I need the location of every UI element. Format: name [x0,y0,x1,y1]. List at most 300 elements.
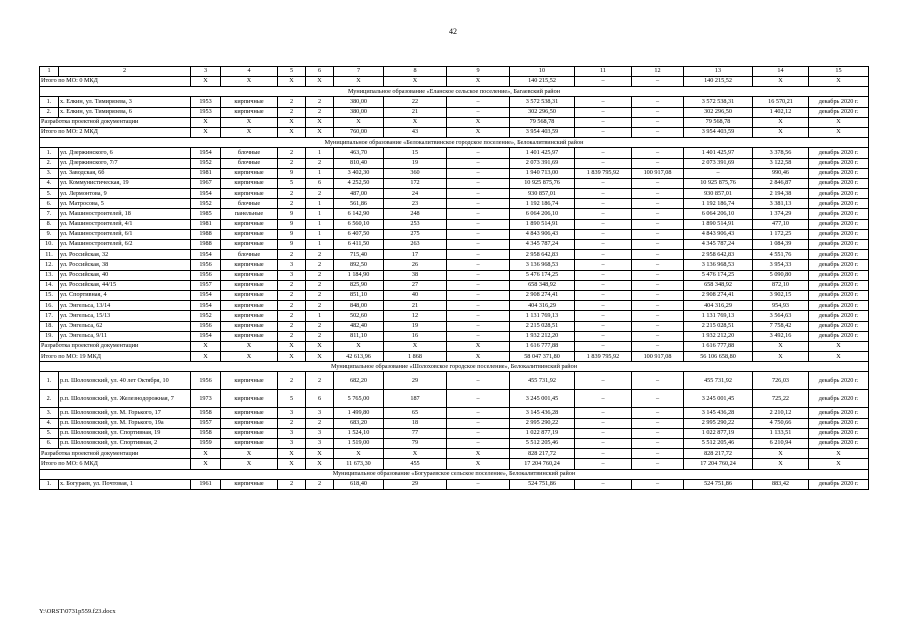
table-cell: ул. Лермонтова, 9 [59,189,191,199]
table-cell: 1 839 795,92 [575,168,632,178]
total-row [40,459,869,469]
table-cell: – [632,229,684,239]
table-cell: 3. [40,168,59,178]
table-cell: ул. Машиностроителей, 18 [59,209,191,219]
table-cell: х. Богураев, ул. Почтовая, 1 [59,479,191,489]
table-cell: 56 106 658,80 [684,352,753,362]
table-cell: блочные [221,250,278,260]
table-cell: 930 857,01 [510,189,575,199]
table-cell: кирпичные [221,189,278,199]
table-cell: 715,40 [334,250,384,260]
table-cell: 24 [384,189,447,199]
table-cell: – [632,178,684,188]
table-cell: 561,86 [334,199,384,209]
table-cell: кирпичные [221,408,278,418]
table-row [40,229,869,239]
table-cell: 2 [306,331,334,341]
table-cell: 1 890 514,91 [510,219,575,229]
table-cell: ул. Машиностроителей, 4/1 [59,219,191,229]
table-row [40,301,869,311]
table-cell: – [575,390,632,408]
table-cell: X [334,449,384,459]
column-number-cell: 10 [510,67,575,77]
table-cell: кирпичные [221,290,278,300]
table-cell: 1 868 [384,352,447,362]
table-row [40,219,869,229]
buildings-table [39,66,869,490]
table-cell: 4. [40,418,59,428]
table-cell: 140 215,52 [684,77,753,87]
table-cell: – [447,168,510,178]
table-cell: X [191,449,221,459]
table-cell: 275 [384,229,447,239]
table-cell: – [575,199,632,209]
table-cell: декабрь 2020 г. [809,209,869,219]
table-cell: 3 [278,439,306,449]
table-cell: 1 184,90 [334,270,384,280]
table-cell: – [447,158,510,168]
table-cell: блочные [221,148,278,158]
table-cell: 2 [278,290,306,300]
table-cell: 380,00 [334,107,384,117]
table-cell: кирпичные [221,260,278,270]
table-cell: X [221,341,278,351]
table-cell: 2 [278,107,306,117]
column-number-cell: 2 [59,67,191,77]
table-cell: 17 204 760,24 [684,459,753,469]
table-cell: 1 [306,209,334,219]
table-cell: ул. Спортивная, 4 [59,290,191,300]
table-cell: 1 890 514,91 [684,219,753,229]
table-cell: 187 [384,390,447,408]
table-cell: декабрь 2020 г. [809,260,869,270]
table-cell: 6 [306,178,334,188]
table-cell: 810,40 [334,158,384,168]
table-row [40,107,869,117]
table-cell: 42 613,96 [334,352,384,362]
table-cell: – [575,408,632,418]
table-cell: 11 673,30 [334,459,384,469]
table-cell: – [447,390,510,408]
table-cell: 2 [278,250,306,260]
table-cell: X [306,449,334,459]
table-cell: 1 932 212,20 [510,331,575,341]
table-cell: 1954 [191,290,221,300]
table-cell: – [575,449,632,459]
table-cell: 1 616 777,88 [510,341,575,351]
table-cell: р.п. Шолоховский, ул. Спортивная, 2 [59,439,191,449]
column-number-cell: 15 [809,67,869,77]
table-cell: X [221,459,278,469]
table-cell: X [306,117,334,127]
table-cell: 7. [40,209,59,219]
table-cell: ул. Машиностроителей, 6/1 [59,229,191,239]
table-cell: 1953 [191,97,221,107]
table-cell: – [447,372,510,390]
table-cell: 1 499,80 [334,408,384,418]
table-cell: кирпичные [221,178,278,188]
table-cell: – [447,250,510,260]
table-cell: кирпичные [221,229,278,239]
table-cell: 2 [306,270,334,280]
table-cell: – [684,168,753,178]
table-cell: X [753,449,809,459]
table-cell: X [384,77,447,87]
table-cell: – [447,178,510,188]
table-cell: – [447,229,510,239]
table-cell: кирпичные [221,372,278,390]
table-cell: 1 [306,219,334,229]
table-cell: – [632,311,684,321]
table-cell: X [191,77,221,87]
table-cell: – [447,209,510,219]
table-cell: – [575,290,632,300]
table-cell: – [632,459,684,469]
table-row [40,280,869,290]
table-cell: декабрь 2020 г. [809,418,869,428]
table-cell: 4 345 787,24 [684,240,753,250]
table-cell: 1 [306,148,334,158]
table-cell: 2 995 290,22 [684,418,753,428]
table-cell: 2 995 290,22 [510,418,575,428]
table-cell: 502,60 [334,311,384,321]
table-cell: 43 [384,127,447,137]
table-cell: 1. [40,97,59,107]
total-row [40,341,869,351]
table-cell: – [632,148,684,158]
table-cell: – [575,418,632,428]
table-cell: – [575,459,632,469]
table-cell: 18 [384,418,447,428]
table-cell: 1953 [191,107,221,117]
table-cell: ул. Дзержинского, 6 [59,148,191,158]
table-row [40,372,869,390]
table-cell: 1. [40,479,59,489]
table-cell: 404 316,29 [510,301,575,311]
table-cell: 2 [306,372,334,390]
table-cell: X [384,449,447,459]
table-cell: – [632,209,684,219]
table-cell: 2 194,38 [753,189,809,199]
table-cell: 2 [306,158,334,168]
table-cell: Итого по МО: 2 МКД [40,127,191,137]
table-row [40,148,869,158]
table-cell: 1 839 795,92 [575,352,632,362]
table-cell: 248 [384,209,447,219]
table-cell: декабрь 2020 г. [809,321,869,331]
table-cell: 6 142,90 [334,209,384,219]
table-cell: кирпичные [221,428,278,438]
table-cell: 1. [40,372,59,390]
table-cell: X [809,77,869,87]
table-cell: декабрь 2020 г. [809,428,869,438]
table-cell: 3 [306,439,334,449]
table-cell: – [575,260,632,270]
table-cell: ул. Энгельса, 15/13 [59,311,191,321]
table-cell: X [306,77,334,87]
table-cell: 825,90 [334,280,384,290]
table-cell: 58 047 371,80 [510,352,575,362]
table-cell: X [447,341,510,351]
table-cell: 618,40 [334,479,384,489]
table-row [40,158,869,168]
table-cell: кирпичные [221,479,278,489]
table-cell: 29 [384,372,447,390]
column-number-cell: 11 [575,67,632,77]
table-cell: – [575,77,632,87]
table-cell: 2 908 274,41 [510,290,575,300]
table-cell: 16 570,21 [753,97,809,107]
table-cell: 10 925 875,76 [684,178,753,188]
column-number-row [40,67,869,77]
table-cell: 1988 [191,240,221,250]
table-cell: – [447,107,510,117]
table-cell: – [575,117,632,127]
table-cell: декабрь 2020 г. [809,390,869,408]
table-cell: 29 [384,479,447,489]
table-cell: 1 519,00 [334,439,384,449]
table-row [40,321,869,331]
table-cell: 3 402,30 [334,168,384,178]
table-cell: 5 512 205,46 [510,439,575,449]
table-cell: 5 476 174,25 [684,270,753,280]
table-cell: X [447,459,510,469]
municipality-section-row [40,138,869,148]
table-row [40,479,869,489]
table-cell: 15 [384,148,447,158]
table-cell: декабрь 2020 г. [809,280,869,290]
table-cell: – [632,390,684,408]
column-number-cell: 5 [278,67,306,77]
table-cell: – [447,408,510,418]
municipality-section-row [40,362,869,372]
table-cell: 1954 [191,301,221,311]
table-row [40,189,869,199]
table-cell: 2. [40,158,59,168]
table-cell: X [447,117,510,127]
table-row [40,331,869,341]
table-cell: 19 [384,321,447,331]
table-cell: 16. [40,301,59,311]
table-cell: – [447,219,510,229]
table-cell: кирпичные [221,331,278,341]
table-cell: 1981 [191,168,221,178]
table-cell: – [632,341,684,351]
table-cell: 1954 [191,331,221,341]
table-cell: – [575,321,632,331]
table-cell: X [306,127,334,137]
table-cell: 1954 [191,189,221,199]
table-cell: 682,20 [334,372,384,390]
table-cell: X [753,127,809,137]
table-cell: 253 [384,219,447,229]
table-cell: панельные [221,209,278,219]
table-cell: декабрь 2020 г. [809,199,869,209]
table-cell: – [632,439,684,449]
table-cell: 21 [384,301,447,311]
table-cell: ул. Коммунистическая, 19 [59,178,191,188]
table-cell: 892,50 [334,260,384,270]
table-cell: X [447,449,510,459]
table-cell: 811,10 [334,331,384,341]
municipality-section-row [40,87,869,97]
total-row [40,352,869,362]
table-cell: 4 843 906,43 [510,229,575,239]
table-cell: – [632,219,684,229]
table-cell: р.п. Шолоховский, ул. 40 лет Октября, 10 [59,372,191,390]
table-cell: 302 296,50 [684,107,753,117]
table-cell: – [447,260,510,270]
table-cell: 1 616 777,88 [684,341,753,351]
table-cell: 1959 [191,439,221,449]
table-cell: 3 145 436,28 [510,408,575,418]
table-cell: – [575,127,632,137]
table-cell: – [575,311,632,321]
table-cell: 2 [278,189,306,199]
table-cell: 3 492,16 [753,331,809,341]
table-cell: х. Елкин, ул. Тимирязева, 6 [59,107,191,117]
table-cell: 1952 [191,199,221,209]
table-cell: – [575,250,632,260]
table-cell: X [306,459,334,469]
table-cell: кирпичные [221,418,278,428]
table-cell: ул. Российская, 38 [59,260,191,270]
table-cell: декабрь 2020 г. [809,189,869,199]
column-number-cell: 6 [306,67,334,77]
table-cell: 5 512 205,46 [684,439,753,449]
table-cell: 2 [278,148,306,158]
table-cell: 302 296,50 [510,107,575,117]
table-cell: 3 954 403,59 [684,127,753,137]
table-cell: 482,40 [334,321,384,331]
table-cell: 6 407,50 [334,229,384,239]
table-cell: X [221,352,278,362]
table-cell: 851,10 [334,290,384,300]
table-cell: ул. Российская, 40 [59,270,191,280]
table-cell: ул. Матросова, 5 [59,199,191,209]
table-cell: 1 084,39 [753,240,809,250]
total-row [40,117,869,127]
table-cell: 100 917,08 [632,168,684,178]
table-cell: 6 064 206,10 [510,209,575,219]
table-cell: 1981 [191,219,221,229]
table-cell: – [447,479,510,489]
table-cell: – [632,290,684,300]
table-cell: 5 476 174,25 [510,270,575,280]
table-cell: 8. [40,219,59,229]
table-cell: 2 846,87 [753,178,809,188]
table-cell: – [575,209,632,219]
table-cell: кирпичные [221,280,278,290]
table-cell: 2 [306,250,334,260]
table-cell: Муниципальное образование «Шолоховское городское поселение», Белокалитвинский район [40,362,869,372]
table-cell: X [447,77,510,87]
total-row [40,77,869,87]
table-cell: – [632,428,684,438]
table-cell: декабрь 2020 г. [809,158,869,168]
table-cell: X [221,127,278,137]
table-cell: 79 [384,439,447,449]
table-cell: 6 560,10 [334,219,384,229]
table-cell: 13. [40,270,59,280]
table-cell: X [191,127,221,137]
table-cell: 2 [306,418,334,428]
table-cell: 12 [384,311,447,321]
table-cell: 2 [278,158,306,168]
table-cell: 17 204 760,24 [510,459,575,469]
table-row [40,290,869,300]
table-cell: – [447,270,510,280]
table-cell: X [809,352,869,362]
table-cell: 1952 [191,158,221,168]
table-cell: кирпичные [221,390,278,408]
table-cell: кирпичные [221,107,278,117]
table-cell: ул. Российская, 32 [59,250,191,260]
table-cell: – [632,260,684,270]
table-cell: 3 954,33 [753,260,809,270]
table-cell: 6. [40,439,59,449]
table-cell: Муниципальное образование «Белокалитвинское городское поселение», Белокалитвинский район [40,138,869,148]
table-cell: – [575,280,632,290]
table-cell: 263 [384,240,447,250]
table-cell: – [632,97,684,107]
column-number-cell: 4 [221,67,278,77]
table-cell: 3 136 968,53 [684,260,753,270]
table-cell: 17 [384,250,447,260]
column-number-cell: 8 [384,67,447,77]
table-cell: 15. [40,290,59,300]
table-row [40,428,869,438]
table-cell: 22 [384,97,447,107]
table-cell: 100 917,08 [632,352,684,362]
table-cell: X [191,341,221,351]
table-cell: декабрь 2020 г. [809,439,869,449]
table-cell: кирпичные [221,240,278,250]
table-cell: 1958 [191,408,221,418]
table-cell: 9 [278,209,306,219]
table-cell: – [575,158,632,168]
table-cell: декабрь 2020 г. [809,219,869,229]
table-cell: – [632,127,684,137]
table-cell: 2 [306,290,334,300]
table-cell: X [221,449,278,459]
table-cell: 828 217,72 [684,449,753,459]
table-cell: 2 [306,189,334,199]
table-cell: – [632,449,684,459]
table-cell: X [809,459,869,469]
table-cell: декабрь 2020 г. [809,148,869,158]
table-cell: X [278,77,306,87]
table-cell: 658 348,92 [684,280,753,290]
table-cell: – [447,148,510,158]
table-cell: 463,70 [334,148,384,158]
table-row [40,250,869,260]
table-cell: 2 [278,372,306,390]
table-cell: ул. Российская, 44/15 [59,280,191,290]
table-cell: 4. [40,178,59,188]
table-cell: 3 [306,428,334,438]
table-cell: 1 401 425,97 [684,148,753,158]
table-cell: Разработка проектной документации [40,117,191,127]
table-cell: – [575,189,632,199]
table-cell: 9 [278,240,306,250]
table-cell: – [447,418,510,428]
table-cell: декабрь 2020 г. [809,107,869,117]
table-cell: X [753,459,809,469]
table-cell: 18. [40,321,59,331]
table-cell: – [575,219,632,229]
table-cell: 5 090,80 [753,270,809,280]
